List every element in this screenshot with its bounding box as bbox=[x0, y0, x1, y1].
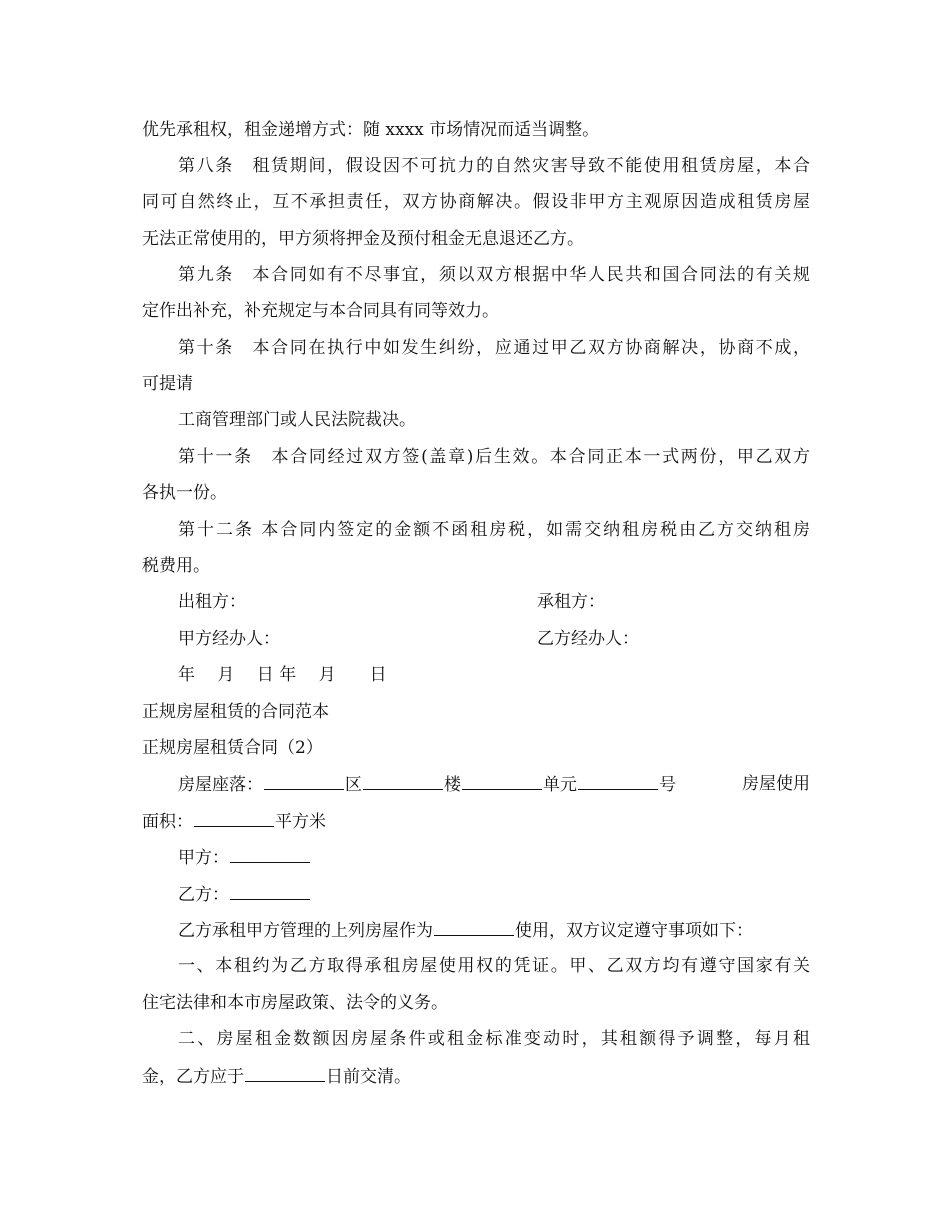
item-1-line: 一、本租约为乙方取得承租房屋使用权的凭证。甲、乙双方均有遵守国家有关 bbox=[178, 956, 810, 976]
article-10-line: 第十条 本合同在执行中如发生纠纷，应通过甲乙双方协商解决，协商不成， bbox=[178, 338, 810, 358]
text-line: 住宅法律和本市房屋政策、法令的义务。 bbox=[142, 993, 448, 1013]
party-a-label: 甲方： bbox=[178, 848, 229, 868]
usage-blank bbox=[434, 919, 514, 936]
area-label-b: 面积： bbox=[142, 812, 193, 832]
building-label: 楼 bbox=[444, 775, 461, 795]
text-line: 工商管理部门或人民法院裁决。 bbox=[178, 410, 416, 430]
article-11-line: 第十一条 本合同经过双方签(盖章)后生效。本合同正本一式两份，甲乙双方 bbox=[178, 447, 810, 467]
terms-intro bbox=[178, 919, 753, 942]
document-subheading: 正规房屋租赁合同（2） bbox=[142, 738, 323, 758]
area-line bbox=[142, 810, 326, 833]
party-a-agent-label: 甲方经办人： bbox=[178, 629, 280, 649]
text-line: 无法正常使用的，甲方须将押金及预付租金无息退还乙方。 bbox=[142, 229, 584, 249]
unit-label: 单元 bbox=[543, 775, 577, 795]
party-b-label: 乙方： bbox=[178, 885, 229, 905]
party-b-line bbox=[178, 883, 311, 906]
document-heading: 正规房屋租赁的合同范本 bbox=[142, 702, 329, 722]
building-blank bbox=[363, 773, 443, 790]
terms-intro-b: 使用，双方议定遵守事项如下： bbox=[515, 921, 753, 941]
party-a-blank bbox=[230, 846, 310, 863]
terms-intro-a: 乙方承租甲方管理的上列房屋作为 bbox=[178, 921, 433, 941]
location-line bbox=[178, 773, 810, 796]
district-blank bbox=[264, 773, 344, 790]
unit-blank bbox=[462, 773, 542, 790]
text-line: 定作出补充，补充规定与本合同具有同等效力。 bbox=[142, 301, 499, 321]
date-line: 年 月 日 年 月 日 bbox=[178, 665, 387, 685]
payment-label-b: 日前交清。 bbox=[326, 1067, 411, 1087]
text-line: 各执一份。 bbox=[142, 483, 227, 503]
payment-day-blank bbox=[245, 1065, 325, 1082]
location-label: 房屋座落： bbox=[178, 775, 263, 795]
district-label: 区 bbox=[345, 775, 362, 795]
item-2-line: 二、房屋租金数额因房屋条件或租金标准变动时，其租额得予调整，每月租 bbox=[178, 1029, 810, 1049]
lessor-label: 出租方： bbox=[178, 592, 246, 612]
party-b-blank bbox=[230, 883, 310, 900]
area-blank bbox=[194, 810, 274, 827]
payment-label-a: 金，乙方应于 bbox=[142, 1067, 244, 1087]
party-b-agent-label: 乙方经办人： bbox=[537, 629, 639, 649]
area-unit: 平方米 bbox=[275, 812, 326, 832]
text-line: 同可自然终止，互不承担责任，双方协商解决。假设非甲方主观原因造成租赁房屋 bbox=[142, 192, 810, 212]
lessee-label: 承租方： bbox=[537, 592, 605, 612]
number-blank bbox=[578, 773, 658, 790]
article-12-line: 第十二条 本合同内签定的金额不函租房税，如需交纳租房税由乙方交纳租房 bbox=[178, 520, 810, 540]
payment-line bbox=[142, 1065, 411, 1088]
text-line: 税费用。 bbox=[142, 556, 210, 576]
article-9-line: 第九条 本合同如有不尽事宜，须以双方根据中华人民共和国合同法的有关规 bbox=[178, 265, 810, 285]
area-label-a: 房屋使用 bbox=[742, 774, 810, 794]
article-8-line: 第八条 租赁期间，假设因不可抗力的自然灾害导致不能使用租赁房屋，本合 bbox=[178, 156, 810, 176]
text-line: 优先承租权，租金递增方式：随 xxxx 市场情况而适当调整。 bbox=[142, 120, 600, 140]
text-line: 可提请 bbox=[142, 374, 193, 394]
number-label: 号 bbox=[659, 775, 676, 795]
party-a-line bbox=[178, 846, 311, 869]
